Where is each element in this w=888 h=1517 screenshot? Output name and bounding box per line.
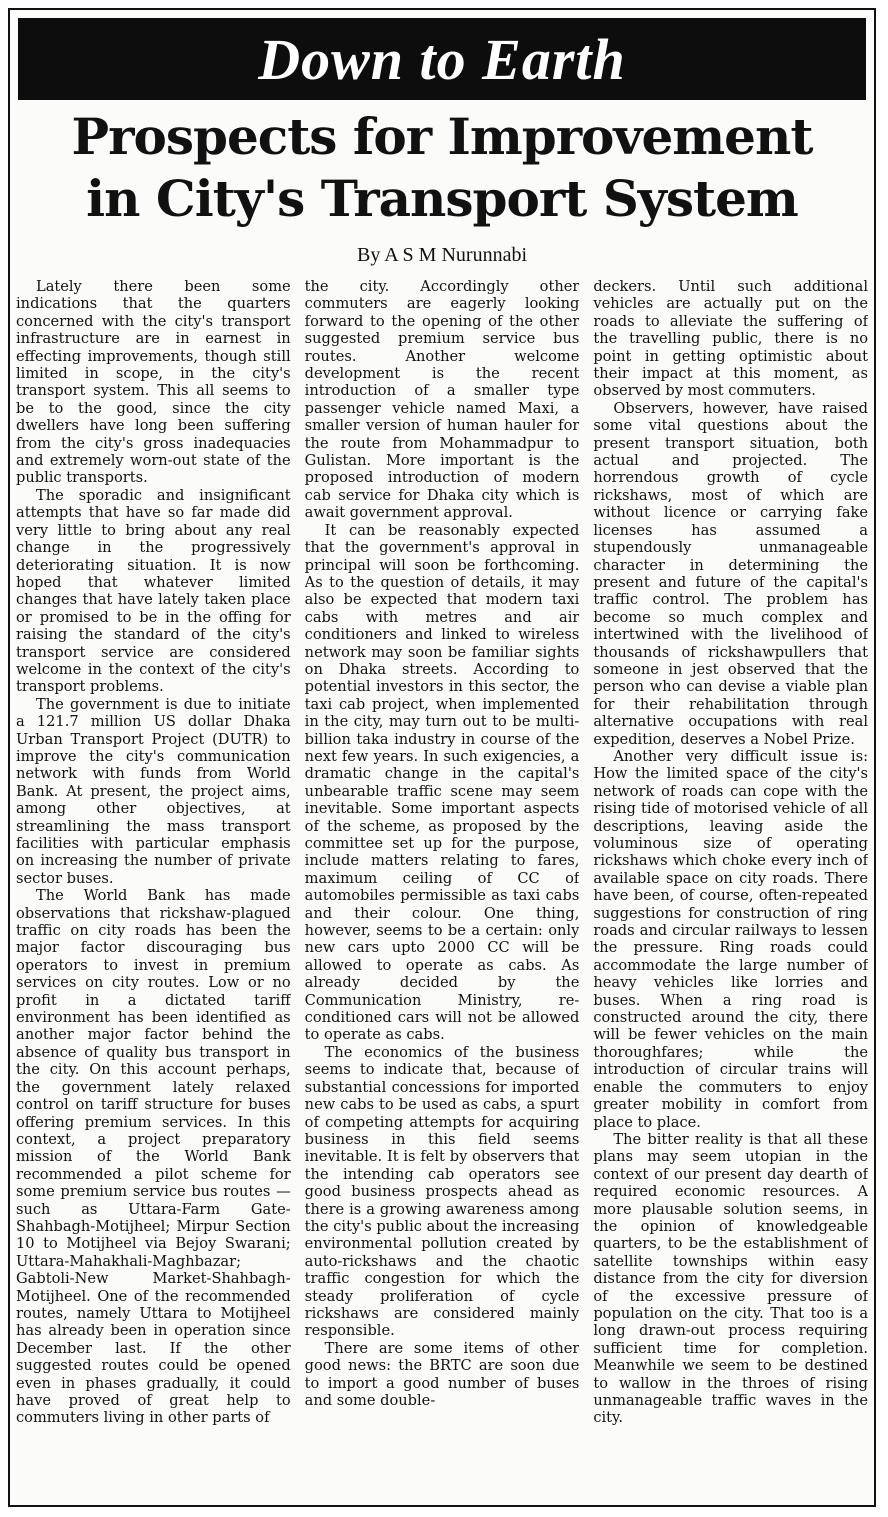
article-column-3 [593,278,868,1495]
paragraph: Observers, however, have raised some vital questions about the present transport situation, both actual and projected. The horrendous growth of cycle rickshaws, most of which are without licence or carrying fake licenses has assumed a stupendously unmanageable character in determining the present and future of the capital's traffic control. The problem has become so much complex and intertwined with the livelihood of thousands of rickshawpullers that someone in jest observed that the person who can devise a viable plan for their rehabilitation through alternative occupations with real expedition, deserves a Nobel Prize. [593,399,869,748]
paragraph: There are some items of other good news: the BRTC are soon due to import a good number of buses and some double- [304,1339,580,1409]
headline-line-2: in City's Transport System [86,169,798,228]
paragraph: The government is due to initiate a 121.7 million US dollar Dhaka Urban Transport Project (DUTR) to improve the city's communication network with funds from World Bank. At present, the project aims, among other objectives, at streamlining the mass transport facilities with particular emphasis on increasing the number of private sector buses. [16,695,291,887]
article-column-2 [305,278,580,1495]
newspaper-clipping [8,8,876,1507]
column-title: Down to Earth [258,26,626,92]
headline-line-1: Prospects for Improvement [71,107,813,166]
article-column-1 [16,278,291,1495]
headline [10,106,874,230]
column-banner [18,18,866,100]
article-body [16,278,868,1495]
paragraph: The sporadic and insignificant attempts that have so far made did very little to bring about any real change in the progressively deteriorating situation. It is now hoped that whatever limited changes that have lately taken place or promised to be in the offing for raising the standard of the city's transport service are considered welcome in the context of the city's transport problems. [16,486,291,696]
paragraph: deckers. Until such additional vehicles are actually put on the roads to alleviate the suffering of the travelling public, there is no point in getting optimistic about their impact at this moment, as observed by most commuters. [593,278,869,400]
paragraph: the city. Accordingly other commuters are eagerly looking forward to the opening of the other suggested premium service bus routes. Another welcome development is the recent introduction of a smaller type passenger vehicle named Maxi, a smaller version of human hauler for the route from Mohammadpur to Gulistan. More important is the proposed introduction of modern cab service for Dhaka city which is await government approval. [304,278,580,522]
paragraph: It can be reasonably expected that the government's approval in principal will soon be forthcoming. As to the question of details, it may also be expected that modern taxi cabs with metres and air conditioners and linked to wireless network may soon be familiar sights on Dhaka streets. According to potential investors in this sector, the taxi cab project, when implemented in the city, may turn out to be multi-billion taka industry in course of the next few years. In such exigencies, a dramatic change in the capital's unbearable traffic scene may seem inevitable. Some important aspects of the scheme, as proposed by the committee set up for the purpose, include matters relating to fares, maximum ceiling of CC of automobiles permissible as taxi cabs and their colour. One thing, however, seems to be a certain: only new cars upto 2000 CC will be allowed to operate as cabs. As already decided by the Communication Ministry, re-conditioned cars will not be allowed to operate as cabs. [304,521,580,1044]
paragraph: The bitter reality is that all these plans may seem utopian in the context of our present day dearth of required economic resources. A more plausable solution seems, in the opinion of knowledgeable quarters, to be the establishment of satellite townships within easy distance from the city for diversion of the excessive pressure of population on the city. That too is a long drawn-out process requiring sufficient time for completion. Meanwhile we seem to be destined to wallow in the throes of rising unmanageable traffic waves in the city. [593,1130,869,1427]
paragraph: Another very difficult issue is: How the limited space of the city's network of roads can cope with the rising tide of motorised vehicle of all descriptions, leaving aside the voluminous size of operating rickshaws which choke every inch of available space on city roads. There have been, of course, often-repeated suggestions for construction of ring roads and circular railways to lessen the pressure. Ring roads could accommodate the large number of heavy vehicles like lorries and buses. When a ring road is constructed around the city, there will be fewer vehicles on the main thoroughfares; while the introduction of circular trains will enable the commuters to enjoy greater mobility in comfort from place to place. [593,747,869,1131]
paragraph: Lately there been some indications that the quarters concerned with the city's transport infrastructure are in earnest in effecting improvements, though still limited in scope, in the city's transport system. This all seems to be to the good, since the city dwellers have long been suffering from the city's gross inadequacies and extremely worn-out state of the public transports. [16,278,291,487]
paragraph: The economics of the business seems to indicate that, because of substantial concessions for imported new cabs to be used as cabs, a spurt of competing attempts for acquiring business in this field seems inevitable. It is felt by observers that the intending cab operators see good business prospects ahead as there is a growing awareness among the city's public about the increasing environmental pollution created by auto-rickshaws and the chaotic traffic congestion for which the steady proliferation of cycle rickshaws are considered mainly responsible. [304,1043,580,1340]
byline: By A S M Nurunnabi [356,244,528,266]
paragraph: The World Bank has made observations that rickshaw-plagued traffic on city roads has been the major factor discouraging bus operators to invest in premium services on city routes. Low or no profit in a dictated tariff environment has been identified as another major factor behind the absence of quality bus transport in the city. On this account perhaps, the government lately relaxed control on tariff structure for buses offering premium services. In this context, a project preparatory mission of the World Bank recommended a pilot scheme for some premium service bus routes — such as Uttara-Farm Gate-Shahbagh-Motijheel; Mirpur Section 10 to Motijheel via Bejoy Swarani; Uttara-Mahakhali-Maghbazar; Gabtoli-New Market-Shahbagh-Motijheel. One of the recommended routes, namely Uttara to Motijheel has already been in operation since December last. If the other suggested routes could be opened even in phases gradually, it could have proved of great help to commuters living in other parts of [16,887,291,1427]
